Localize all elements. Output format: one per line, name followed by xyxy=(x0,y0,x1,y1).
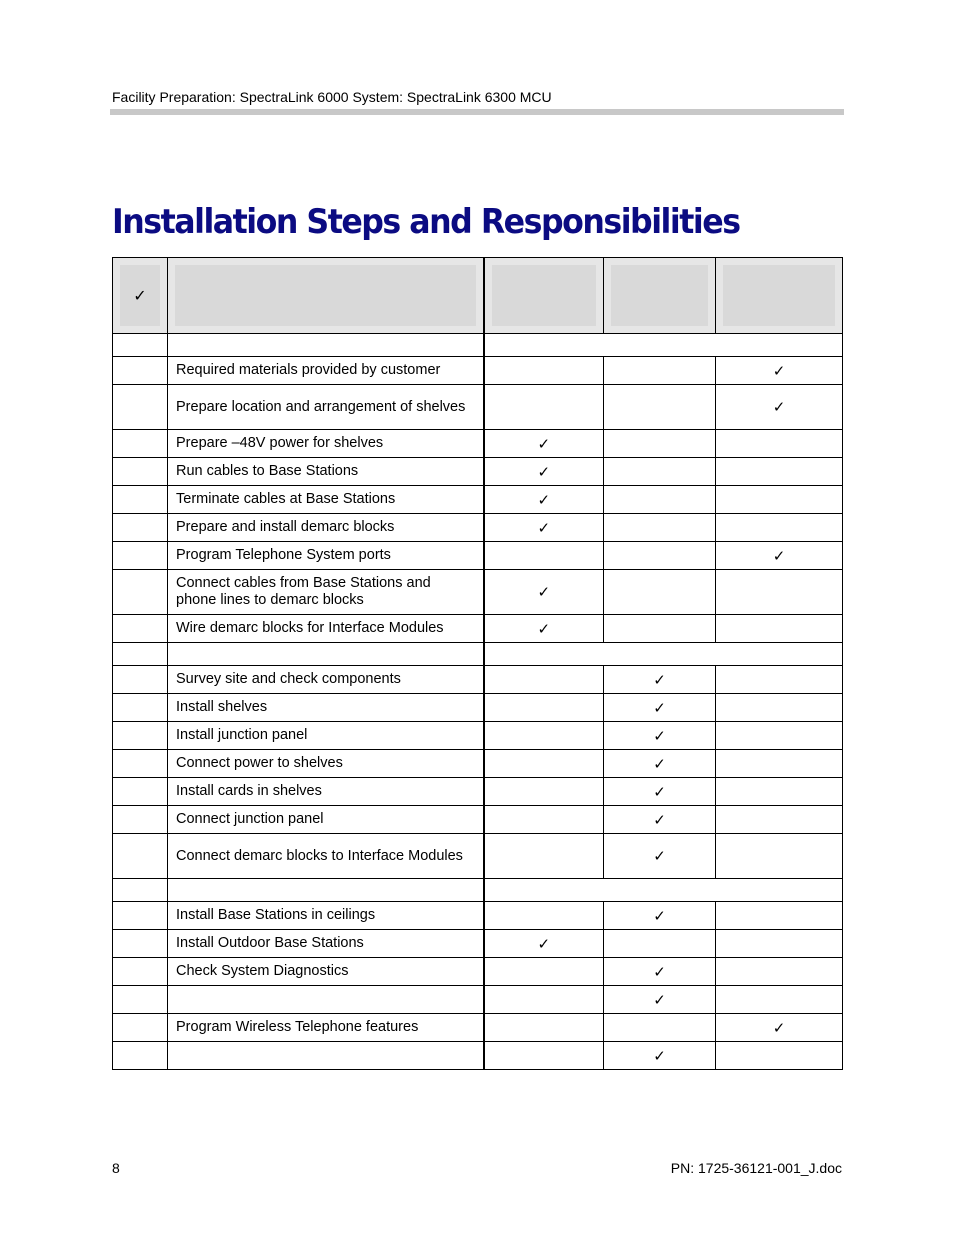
responsibility-cell xyxy=(716,570,843,615)
check-cell xyxy=(113,834,168,879)
responsibility-cell xyxy=(604,542,716,570)
check-icon: ✓ xyxy=(653,671,666,689)
responsibility-cell xyxy=(604,486,716,514)
responsibility-cell xyxy=(484,958,604,986)
task-cell: Connect demarc blocks to Interface Modules xyxy=(168,834,484,879)
page-title: Installation Steps and Responsibilities xyxy=(112,202,740,242)
responsibility-cell xyxy=(604,834,716,879)
responsibility-cell xyxy=(604,385,716,430)
responsibility-cell xyxy=(484,806,604,834)
responsibility-cell xyxy=(716,722,843,750)
section-label-cell xyxy=(168,879,484,902)
check-cell xyxy=(113,357,168,385)
part-number: PN: 1725-36121-001_J.doc xyxy=(670,1160,842,1176)
header-task-cell xyxy=(168,258,484,334)
responsibility-cell xyxy=(716,514,843,542)
task-cell: Connect cables from Base Stations and phone lines to demarc blocks xyxy=(168,570,484,615)
table-row xyxy=(113,1014,843,1042)
section-row xyxy=(113,643,843,666)
responsibility-cell xyxy=(716,458,843,486)
responsibility-cell xyxy=(716,834,843,879)
table-row xyxy=(113,615,843,643)
check-cell xyxy=(113,542,168,570)
responsibility-cell xyxy=(716,385,843,430)
task-cell: Install Outdoor Base Stations xyxy=(168,930,484,958)
table-row xyxy=(113,806,843,834)
check-cell xyxy=(113,1042,168,1070)
check-cell xyxy=(113,778,168,806)
task-cell: Prepare –48V power for shelves xyxy=(168,430,484,458)
responsibility-cell xyxy=(604,986,716,1014)
table-row xyxy=(113,385,843,430)
table-row xyxy=(113,486,843,514)
responsibilities-table xyxy=(112,257,843,1070)
table-row xyxy=(113,458,843,486)
table-row xyxy=(113,570,843,615)
responsibility-cell xyxy=(484,570,604,615)
table-header-row xyxy=(113,258,843,334)
table-row xyxy=(113,722,843,750)
responsibility-cell xyxy=(716,902,843,930)
header-col-a xyxy=(484,258,604,334)
responsibility-cell xyxy=(716,357,843,385)
check-cell xyxy=(113,986,168,1014)
check-cell xyxy=(113,879,168,902)
responsibility-cell xyxy=(716,666,843,694)
check-cell xyxy=(113,958,168,986)
task-cell xyxy=(168,986,484,1014)
responsibility-cell xyxy=(716,778,843,806)
table-row xyxy=(113,1042,843,1070)
responsibility-cell xyxy=(484,1042,604,1070)
responsibility-cell xyxy=(716,430,843,458)
table-row xyxy=(113,834,843,879)
check-icon: ✓ xyxy=(772,1019,786,1037)
check-cell xyxy=(113,458,168,486)
check-cell xyxy=(113,514,168,542)
check-cell xyxy=(113,334,168,357)
check-cell xyxy=(113,570,168,615)
task-cell: Install shelves xyxy=(168,694,484,722)
responsibility-cell xyxy=(604,357,716,385)
responsibility-cell xyxy=(604,615,716,643)
task-cell: Survey site and check components xyxy=(168,666,484,694)
responsibility-cell xyxy=(484,458,604,486)
check-icon: ✓ xyxy=(653,848,666,865)
check-icon: ✓ xyxy=(653,699,666,717)
responsibility-cell xyxy=(604,514,716,542)
responsibility-cell xyxy=(484,750,604,778)
check-cell xyxy=(113,615,168,643)
responsibility-cell xyxy=(604,778,716,806)
check-cell xyxy=(113,902,168,930)
task-cell: Terminate cables at Base Stations xyxy=(168,486,484,514)
check-icon: ✓ xyxy=(537,584,551,601)
task-cell: Program Wireless Telephone features xyxy=(168,1014,484,1042)
responsibility-cell xyxy=(716,486,843,514)
check-icon: ✓ xyxy=(537,491,551,509)
header-check-cell xyxy=(113,258,168,334)
check-icon: ✓ xyxy=(653,991,666,1009)
task-cell: Wire demarc blocks for Interface Modules xyxy=(168,615,484,643)
responsibility-cell xyxy=(484,930,604,958)
check-icon: ✓ xyxy=(772,399,786,416)
task-cell: Connect power to shelves xyxy=(168,750,484,778)
task-cell: Program Telephone System ports xyxy=(168,542,484,570)
check-icon: ✓ xyxy=(537,519,551,537)
task-cell: Install cards in shelves xyxy=(168,778,484,806)
responsibility-cell xyxy=(484,694,604,722)
table-row xyxy=(113,694,843,722)
responsibility-cell xyxy=(484,514,604,542)
section-label-cell xyxy=(168,334,484,357)
responsibility-cell xyxy=(484,834,604,879)
responsibility-cell xyxy=(716,806,843,834)
table-row xyxy=(113,778,843,806)
task-cell: Required materials provided by customer xyxy=(168,357,484,385)
check-cell xyxy=(113,806,168,834)
task-cell: Connect junction panel xyxy=(168,806,484,834)
responsibility-cell xyxy=(484,1014,604,1042)
responsibility-cell xyxy=(484,486,604,514)
responsibility-cell xyxy=(716,694,843,722)
responsibility-cell xyxy=(484,357,604,385)
responsibility-cell xyxy=(484,385,604,430)
responsibility-cell xyxy=(604,806,716,834)
responsibility-cell xyxy=(604,694,716,722)
task-cell xyxy=(168,1042,484,1070)
check-icon: ✓ xyxy=(653,783,666,801)
responsibility-cell xyxy=(716,1014,843,1042)
check-cell xyxy=(113,750,168,778)
check-cell xyxy=(113,666,168,694)
check-icon: ✓ xyxy=(653,727,666,745)
task-cell: Install Base Stations in ceilings xyxy=(168,902,484,930)
section-span-cell xyxy=(484,879,843,902)
responsibility-cell xyxy=(484,722,604,750)
section-row xyxy=(113,334,843,357)
table-row xyxy=(113,902,843,930)
responsibility-cell xyxy=(604,958,716,986)
responsibility-cell xyxy=(604,1042,716,1070)
responsibility-cell xyxy=(604,750,716,778)
section-label-cell xyxy=(168,643,484,666)
responsibility-cell xyxy=(484,542,604,570)
check-icon: ✓ xyxy=(653,755,666,773)
header-rule xyxy=(110,109,844,115)
task-cell: Run cables to Base Stations xyxy=(168,458,484,486)
responsibility-cell xyxy=(484,615,604,643)
responsibility-cell xyxy=(484,430,604,458)
responsibility-cell xyxy=(716,750,843,778)
check-cell xyxy=(113,930,168,958)
check-icon: ✓ xyxy=(537,435,551,453)
responsibility-cell xyxy=(484,986,604,1014)
table-row xyxy=(113,666,843,694)
check-icon: ✓ xyxy=(653,811,666,829)
check-icon: ✓ xyxy=(653,963,666,981)
running-header: Facility Preparation: SpectraLink 6000 System: SpectraLink 6300 MCU xyxy=(112,89,552,105)
responsibility-cell xyxy=(484,778,604,806)
task-cell: Check System Diagnostics xyxy=(168,958,484,986)
check-cell xyxy=(113,722,168,750)
table-row xyxy=(113,930,843,958)
responsibility-cell xyxy=(604,1014,716,1042)
responsibility-cell xyxy=(716,542,843,570)
table-row xyxy=(113,750,843,778)
table-row xyxy=(113,514,843,542)
check-cell xyxy=(113,1014,168,1042)
check-icon: ✓ xyxy=(133,287,147,305)
table-body xyxy=(113,334,843,1070)
responsibility-cell xyxy=(716,958,843,986)
responsibility-cell xyxy=(484,666,604,694)
header-col-b xyxy=(604,258,716,334)
responsibility-cell xyxy=(716,1042,843,1070)
responsibility-cell xyxy=(604,458,716,486)
responsibility-cell xyxy=(716,986,843,1014)
check-icon: ✓ xyxy=(653,1047,666,1065)
responsibility-cell xyxy=(716,930,843,958)
task-cell: Prepare location and arrangement of shelves xyxy=(168,385,484,430)
check-icon: ✓ xyxy=(537,935,551,953)
check-cell xyxy=(113,694,168,722)
responsibility-cell xyxy=(484,902,604,930)
page-number: 8 xyxy=(112,1160,120,1176)
table-row xyxy=(113,357,843,385)
responsibility-cell xyxy=(604,930,716,958)
header-col-c xyxy=(716,258,843,334)
responsibility-cell xyxy=(604,902,716,930)
check-icon: ✓ xyxy=(537,620,551,638)
table-row xyxy=(113,430,843,458)
check-icon: ✓ xyxy=(537,463,551,481)
check-cell xyxy=(113,385,168,430)
table-row xyxy=(113,542,843,570)
check-icon: ✓ xyxy=(653,907,666,925)
check-cell xyxy=(113,486,168,514)
responsibility-cell xyxy=(604,722,716,750)
check-cell xyxy=(113,430,168,458)
section-row xyxy=(113,879,843,902)
check-icon: ✓ xyxy=(772,547,786,565)
responsibility-cell xyxy=(604,430,716,458)
section-span-cell xyxy=(484,643,843,666)
check-cell xyxy=(113,643,168,666)
check-icon: ✓ xyxy=(772,362,786,380)
table-row xyxy=(113,958,843,986)
task-cell: Prepare and install demarc blocks xyxy=(168,514,484,542)
responsibility-cell xyxy=(604,570,716,615)
task-cell: Install junction panel xyxy=(168,722,484,750)
table-row xyxy=(113,986,843,1014)
responsibility-cell xyxy=(716,615,843,643)
section-span-cell xyxy=(484,334,843,357)
responsibility-cell xyxy=(604,666,716,694)
